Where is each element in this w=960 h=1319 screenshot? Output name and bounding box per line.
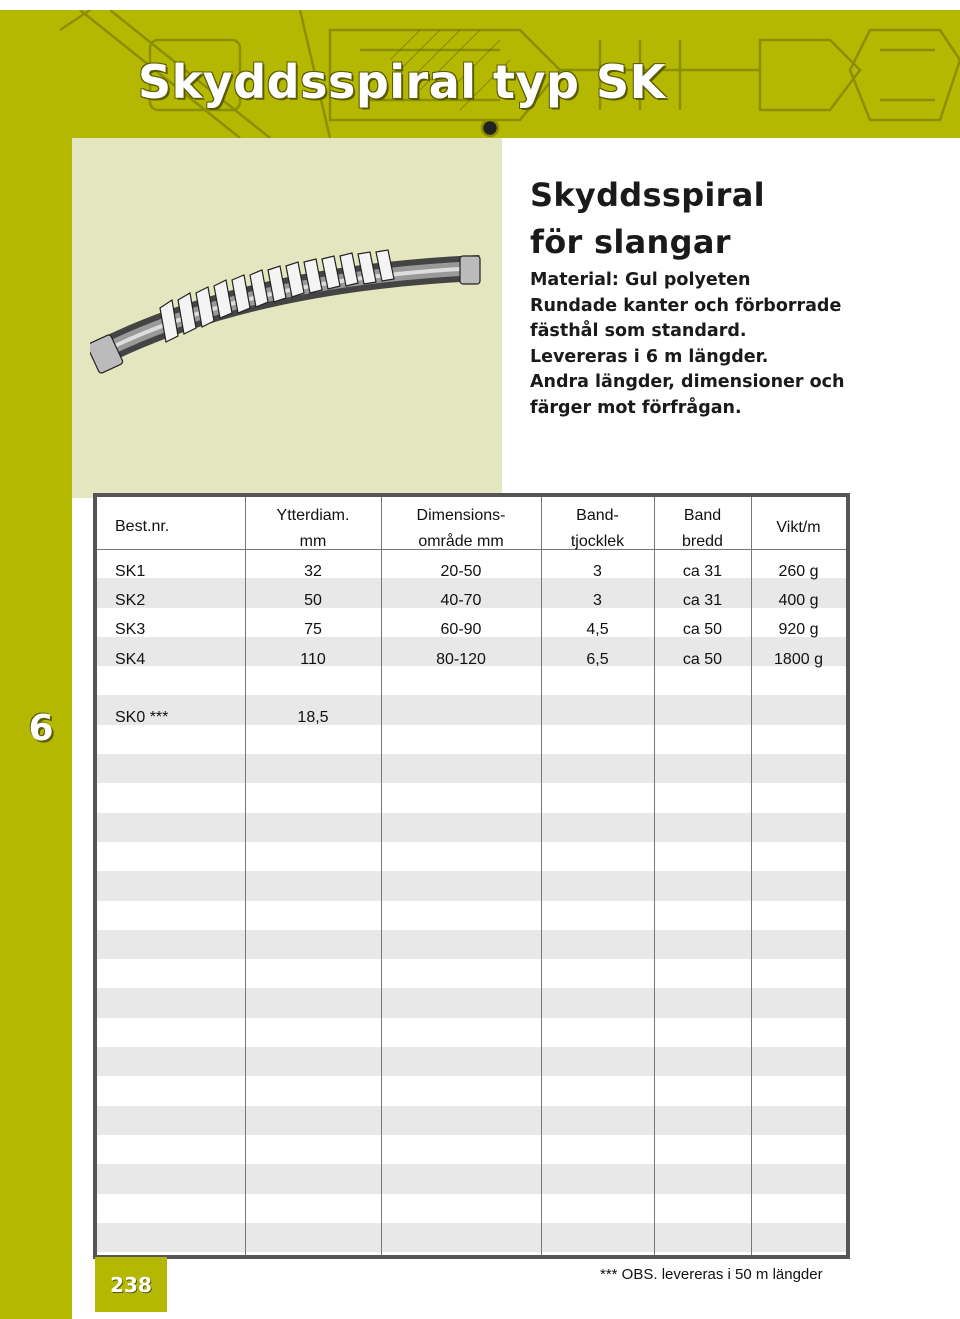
page-number-box <box>95 1257 167 1312</box>
table-cell: 32 <box>304 563 322 580</box>
table-cell: 80-120 <box>436 651 486 668</box>
product-table <box>93 493 850 1259</box>
table-cell: ca 50 <box>682 651 723 668</box>
footnote: *** OBS. levereras i 50 m längder <box>600 1266 823 1283</box>
table-cell: 75 <box>304 621 322 638</box>
table-cell: 4,5 <box>586 621 609 638</box>
column-divider <box>751 497 752 1255</box>
description-line: Rundade kanter och förborrade <box>530 295 842 316</box>
table-cell: SK4 <box>115 651 146 668</box>
table-cell: ca 50 <box>682 621 723 638</box>
description-line: fästhål som standard. <box>530 321 747 341</box>
product-description <box>530 268 844 421</box>
table-cell: SK3 <box>115 621 146 638</box>
description-line: färger mot förfrågan. <box>530 397 742 418</box>
description-line: Andra längder, dimensioner och <box>530 372 845 392</box>
column-divider <box>381 497 382 1255</box>
section-number: 6 <box>10 700 72 758</box>
description-line: Levereras i 6 m längder. <box>530 346 769 367</box>
column-header: Vikt/m <box>776 519 821 536</box>
column-header: Band- tjocklek <box>570 507 625 550</box>
heading-line: Skyddsspiral <box>530 176 765 214</box>
table-cell: SK0 *** <box>115 709 169 726</box>
column-header: Dimensions- område mm <box>416 507 506 550</box>
table-cell: 110 <box>300 651 326 668</box>
table-cell: 18,5 <box>297 709 329 726</box>
table-cell: ca 31 <box>682 563 723 580</box>
header-band <box>0 10 960 138</box>
column-header: Band bredd <box>682 507 723 550</box>
table-cell: SK1 <box>115 563 146 580</box>
product-heading <box>530 172 765 266</box>
table-cell: 260 g <box>778 563 819 580</box>
left-accent-band <box>0 0 72 1319</box>
table-cell: 6,5 <box>586 651 609 668</box>
page-title: Skyddsspiral typ SK <box>138 55 666 109</box>
heading-line: för slangar <box>530 223 731 261</box>
column-header: Ytterdiam. mm <box>276 507 350 550</box>
table-cell: 60-90 <box>440 621 482 638</box>
table-cell: 50 <box>304 592 322 609</box>
spiral-hose-illustration <box>90 238 490 388</box>
table-cell: 3 <box>593 592 602 609</box>
section-tab <box>10 700 72 758</box>
column-divider <box>245 497 246 1255</box>
description-line: Material: Gul polyeten <box>530 270 751 290</box>
column-divider <box>541 497 542 1255</box>
table-cell: SK2 <box>115 592 146 609</box>
table-cell: ca 31 <box>682 592 723 609</box>
table-cell: 40-70 <box>440 592 482 609</box>
table-cell: 1800 g <box>774 651 823 668</box>
page-number: 238 <box>110 1272 152 1297</box>
table-cell: 3 <box>593 563 602 580</box>
column-divider <box>654 497 655 1255</box>
top-margin <box>0 0 960 10</box>
column-header: Best.nr. <box>115 518 170 535</box>
table-cell: 20-50 <box>440 563 482 580</box>
table-cell: 920 g <box>778 621 819 638</box>
table-cell: 400 g <box>778 592 819 609</box>
